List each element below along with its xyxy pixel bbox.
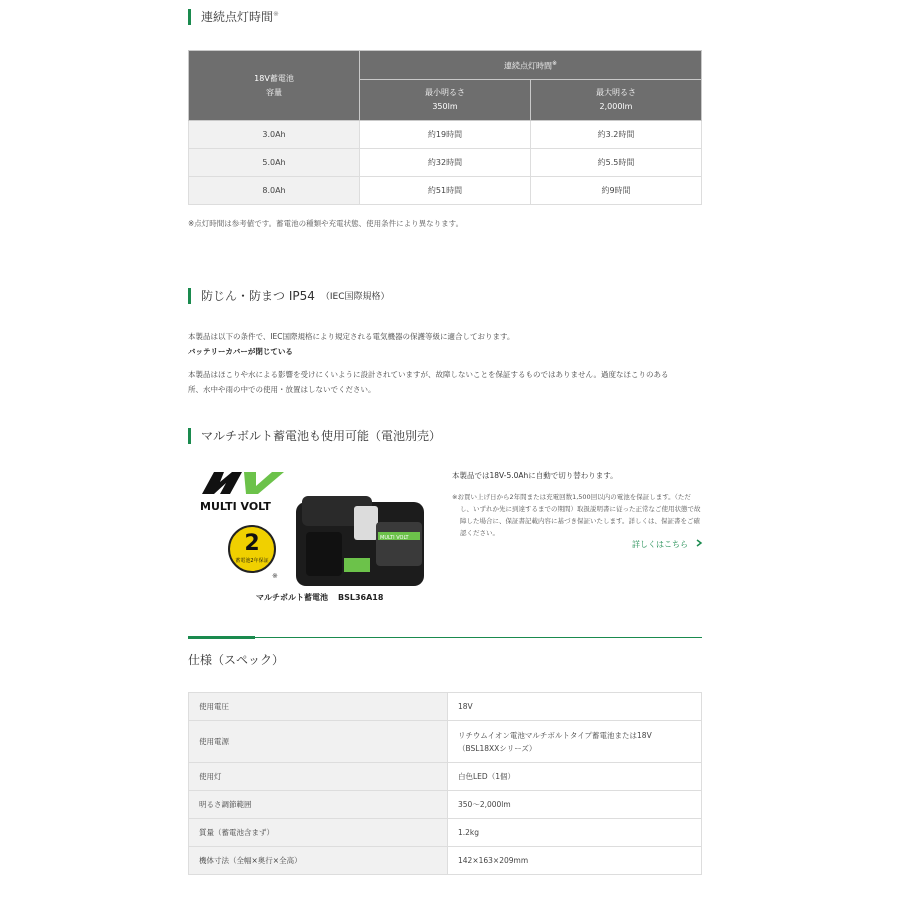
- spec-divider: [188, 637, 702, 638]
- runtime-heading-text: 連続点灯時間※: [201, 10, 279, 24]
- dust-heading-text: 防じん・防まつ IP54: [201, 289, 315, 303]
- capacity-header: 18V蓄電池 容量: [189, 51, 360, 121]
- table-row: 使用電源 リチウムイオン電池マルチボルトタイプ蓄電池または18V （BSL18XXシリーズ）: [189, 721, 702, 763]
- multivolt-heading: [188, 427, 441, 444]
- dust-heading: [188, 287, 390, 304]
- chevron-right-icon: [695, 539, 703, 547]
- table-row: 5.0Ah 約32時間 約5.5時間: [189, 149, 702, 177]
- runtime-note: ※点灯時間は参考値です。蓄電池の種類や充電状態、使用条件により異なります。: [188, 219, 464, 228]
- table-row: 使用灯 白色LED（1個）: [189, 763, 702, 791]
- badge-note-mark: ※: [272, 572, 278, 580]
- dust-paragraph-2: 本製品はほこりや水による影響を受けにくいように設計されていますが、故障しないことを保証するものではありません。過度なほこりのある 所、水中や雨の中での使用・放置はしないでください。: [188, 370, 669, 394]
- multivolt-lead: 本製品では18V-5.0Ahに自動で切り替わります。: [452, 471, 618, 480]
- dust-heading-sub: （IEC国際規格）: [320, 292, 390, 302]
- spec-divider-accent: [188, 636, 255, 639]
- heading-accent-bar: [188, 9, 191, 25]
- multivolt-description: [452, 470, 702, 539]
- multivolt-mark-icon: [200, 468, 284, 496]
- table-row: 3.0Ah 約19時間 約3.2時間: [189, 121, 702, 149]
- heading-accent-bar: [188, 288, 191, 304]
- multivolt-fine-print: ※お買い上げ日から2年間または充電回数1,500回以内の電池を保証します。（ただし、いずれか先に到達するまでの期間）取扱説明書に従った正常なご使用状態で故障した場合に、保証書記載内容に基づき保証いたします。詳しくは、保証書をご確認ください。: [452, 493, 701, 537]
- multivolt-logo: [200, 468, 290, 513]
- table-row: 明るさ調節範囲 350～2,000lm: [189, 791, 702, 819]
- spec-title: 仕様（スペック）: [188, 653, 285, 667]
- table-row: 8.0Ah 約51時間 約9時間: [189, 177, 702, 205]
- dust-paragraph-1: 本製品は以下の条件で、IEC国際規格により規定される電気機器の保護等級に適合しております。 バッテリーカバーが閉じている: [188, 332, 515, 356]
- runtime-heading: [188, 8, 279, 25]
- runtime-group-header: 連続点灯時間※: [360, 51, 702, 80]
- runtime-table: [188, 50, 702, 205]
- details-link[interactable]: 詳しくはこちら: [632, 539, 703, 550]
- multivolt-logo-text: MULTI VOLT: [200, 500, 271, 513]
- table-row: 機体寸法（全幅×奥行×全高） 142×163×209mm: [189, 847, 702, 875]
- battery-image: [294, 492, 428, 588]
- warranty-badge: 2 蓄電池2年保証: [228, 525, 276, 573]
- spec-table: [188, 692, 702, 875]
- battery-caption: マルチボルト蓄電池 BSL36A18: [256, 593, 384, 602]
- multivolt-heading-text: マルチボルト蓄電池も使用可能（電池別売）: [201, 429, 442, 443]
- heading-accent-bar: [188, 428, 191, 444]
- table-row: 使用電圧 18V: [189, 693, 702, 721]
- table-row: 質量（蓄電池含まず） 1.2kg: [189, 819, 702, 847]
- min-brightness-header: 最小明るさ 350lm: [360, 80, 531, 121]
- max-brightness-header: 最大明るさ 2,000lm: [531, 80, 702, 121]
- svg-text:MULTI VOLT: MULTI VOLT: [380, 535, 409, 541]
